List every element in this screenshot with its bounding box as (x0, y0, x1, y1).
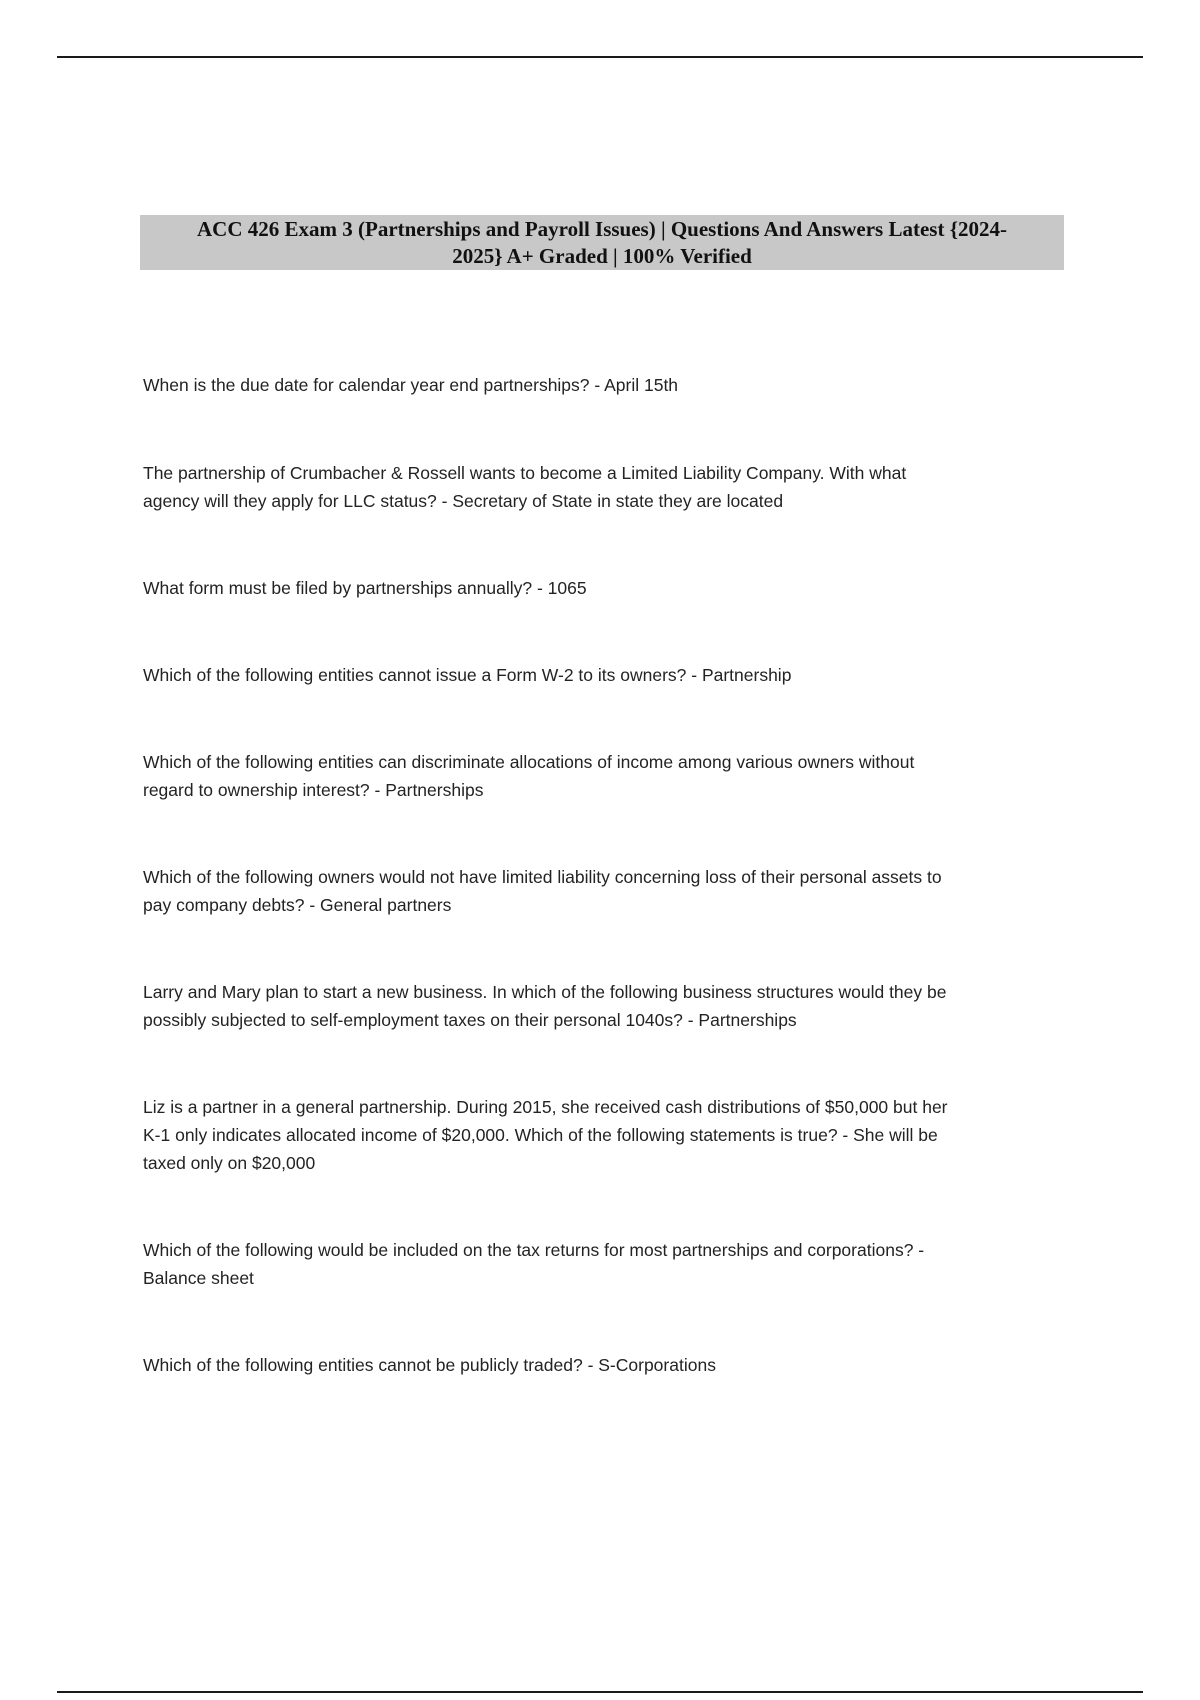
qa-item-2-line-1: The partnership of Crumbacher & Rossell wants to become a Limited Liability Company. With what (143, 463, 907, 483)
qa-item-6-line-2: pay company debts? - General partners (143, 895, 452, 915)
qa-item-9 (143, 1236, 1068, 1292)
qa-item-6 (143, 863, 1068, 919)
qa-item-3 (143, 574, 1068, 602)
page-top-rule (57, 56, 1143, 58)
qa-item-4-line-1: Which of the following entities cannot issue a Form W-2 to its owners? - Partnership (143, 665, 792, 685)
qa-item-1-line-1: When is the due date for calendar year end partnerships? - April 15th (143, 375, 679, 395)
qa-item-7 (143, 978, 1068, 1034)
qa-item-8-line-3: taxed only on $20,000 (143, 1153, 316, 1173)
document-title-line-2: 2025} A+ Graded | 100% Verified (452, 244, 752, 268)
qa-item-4 (143, 661, 1068, 689)
page-bottom-rule (57, 1691, 1143, 1693)
qa-item-2 (143, 459, 1068, 515)
qa-item-10-line-1: Which of the following entities cannot be publicly traded? - S-Corporations (143, 1355, 716, 1375)
qa-item-10 (143, 1351, 1068, 1379)
qa-item-7-line-1: Larry and Mary plan to start a new business. In which of the following business structures would they be (143, 982, 947, 1002)
qa-item-6-line-1: Which of the following owners would not have limited liability concerning loss of their personal assets to (143, 867, 942, 887)
qa-item-8-line-2: K-1 only indicates allocated income of $20,000. Which of the following statements is true? - She will be (143, 1125, 938, 1145)
qa-item-9-line-2: Balance sheet (143, 1268, 254, 1288)
qa-item-1 (143, 371, 1068, 399)
qa-item-8 (143, 1093, 1068, 1177)
qa-item-2-line-2: agency will they apply for LLC status? - Secretary of State in state they are located (143, 491, 784, 511)
qa-item-5-line-1: Which of the following entities can discriminate allocations of income among various owners without (143, 752, 915, 772)
qa-item-7-line-2: possibly subjected to self-employment taxes on their personal 1040s? - Partnerships (143, 1010, 797, 1030)
qa-item-9-line-1: Which of the following would be included on the tax returns for most partnerships and corporations? - (143, 1240, 925, 1260)
qa-item-5 (143, 748, 1068, 804)
qa-item-8-line-1: Liz is a partner in a general partnership. During 2015, she received cash distributions of $50,000 but her (143, 1097, 948, 1117)
document-title (140, 215, 1064, 270)
qa-item-5-line-2: regard to ownership interest? - Partnerships (143, 780, 484, 800)
document-title-line-1: ACC 426 Exam 3 (Partnerships and Payroll Issues) | Questions And Answers Latest {2024- (197, 217, 1007, 241)
qa-item-3-line-1: What form must be filed by partnerships annually? - 1065 (143, 578, 587, 598)
